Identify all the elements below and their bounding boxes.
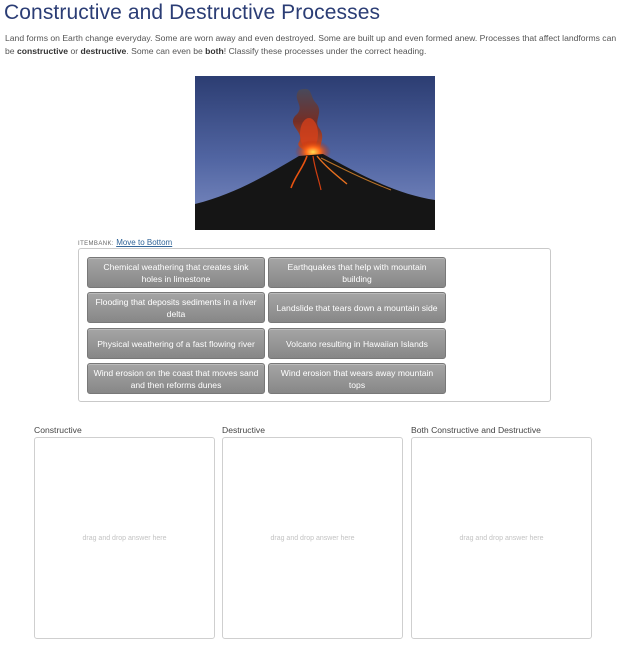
itembank-label: ITEMBANK:	[78, 241, 114, 247]
constructive-label: Constructive	[34, 425, 82, 435]
constructive-drop-zone[interactable]	[34, 437, 215, 639]
draggable-item[interactable]: Wind erosion on the coast that moves sand and then reforms dunes	[87, 363, 265, 394]
draggable-item[interactable]: Earthquakes that help with mountain building	[268, 257, 446, 288]
draggable-item[interactable]: Volcano resulting in Hawaiian Islands	[268, 328, 446, 359]
both-label: Both Constructive and Destructive	[411, 425, 541, 435]
draggable-item[interactable]: Physical weathering of a fast flowing river	[87, 328, 265, 359]
move-to-bottom-link[interactable]: Move to Bottom	[116, 238, 173, 247]
draggable-item[interactable]: Landslide that tears down a mountain side	[268, 292, 446, 323]
destructive-label: Destructive	[222, 425, 265, 435]
itembank-label-row	[78, 238, 172, 247]
drop-hint: drag and drop answer here	[82, 535, 167, 542]
volcano-image	[195, 76, 435, 230]
instructions: Land forms on Earth change everyday. Some are worn away and even destroyed. Some are built up and even formed anew. Processes that affect landforms can be constructive or destructive. Some can even be both! Classify these processes under the correct heading.	[5, 33, 617, 56]
drop-hint: drag and drop answer here	[459, 535, 544, 542]
both-drop-zone[interactable]	[411, 437, 592, 639]
draggable-item[interactable]: Flooding that deposits sediments in a river delta	[87, 292, 265, 323]
draggable-item[interactable]: Wind erosion that wears away mountain tops	[268, 363, 446, 394]
page-title: Constructive and Destructive Processes	[4, 1, 381, 24]
drop-hint: drag and drop answer here	[270, 535, 355, 542]
draggable-item[interactable]: Chemical weathering that creates sink holes in limestone	[87, 257, 265, 288]
destructive-drop-zone[interactable]	[222, 437, 403, 639]
itembank	[78, 248, 551, 402]
